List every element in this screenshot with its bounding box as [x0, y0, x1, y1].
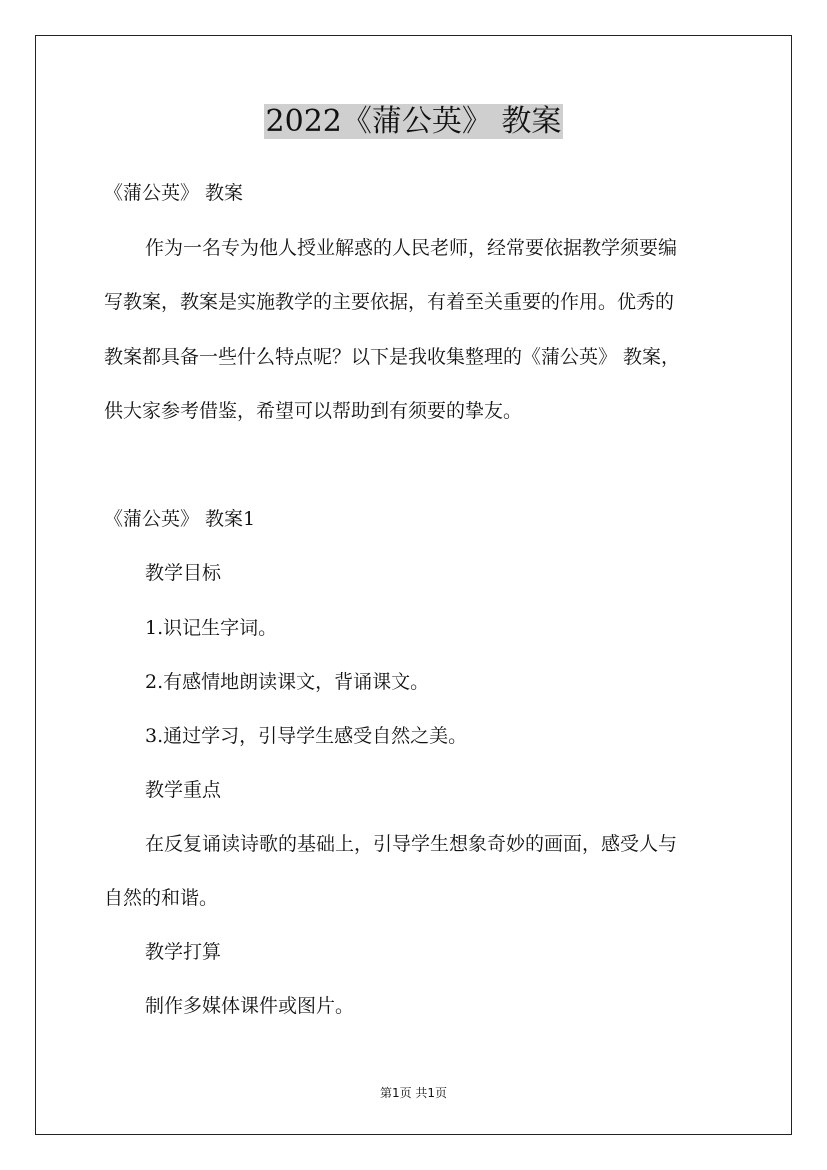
document-title-wrapper	[0, 103, 827, 141]
goal-heading: 教学目标	[145, 562, 222, 584]
intro-line-2: 写教案，教案是实施教学的主要依据，有着至关重要的作用。优秀的	[104, 291, 675, 313]
goal-item-1: 1.识记生字词。	[145, 617, 278, 639]
prep-text: 制作多媒体课件或图片。	[145, 995, 355, 1017]
prep-heading: 教学打算	[145, 941, 222, 963]
page-number: 第1页 共1页	[379, 1086, 448, 1100]
subtitle: 《蒲公英》 教案	[104, 182, 244, 204]
focus-heading: 教学重点	[145, 779, 222, 801]
page-footer	[0, 1084, 827, 1101]
goal-item-2: 2.有感情地朗读课文，背诵课文。	[145, 671, 430, 693]
focus-line-2: 自然的和谐。	[104, 887, 219, 909]
intro-line-1: 作为一名专为他人授业解惑的人民老师，经常要依据教学须要编	[145, 237, 678, 259]
focus-line-1: 在反复诵读诗歌的基础上，引导学生想象奇妙的画面，感受人与	[145, 833, 678, 855]
goal-item-3: 3.通过学习，引导学生感受自然之美。	[145, 725, 468, 747]
intro-line-4: 供大家参考借鉴，希望可以帮助到有须要的挚友。	[104, 400, 523, 422]
document-title: 2022《蒲公英》 教案	[265, 104, 562, 139]
intro-line-3: 教案都具备一些什么特点呢？以下是我收集整理的《蒲公英》 教案，	[104, 346, 681, 368]
section-heading: 《蒲公英》 教案1	[104, 508, 256, 530]
